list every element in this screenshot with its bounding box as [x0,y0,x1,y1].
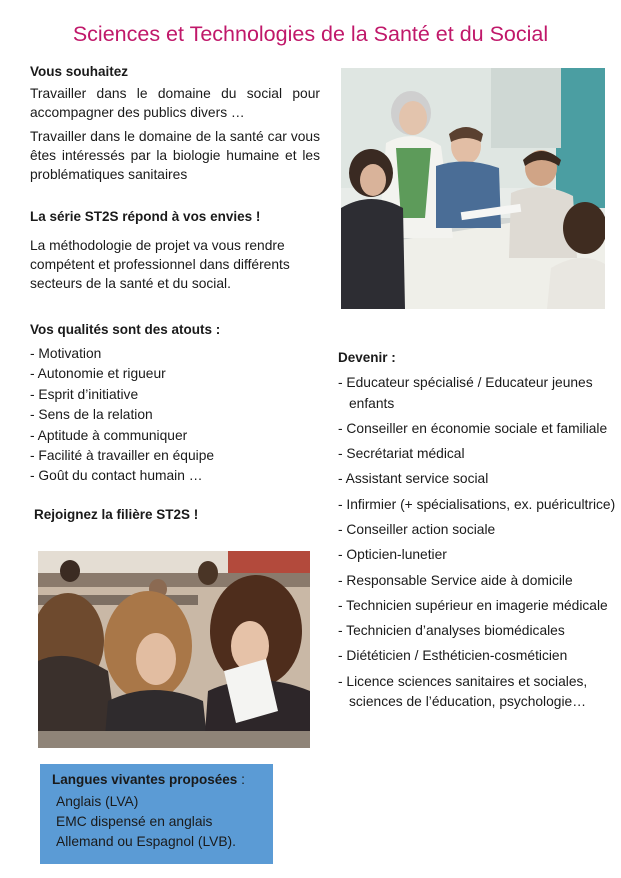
list-item: - Diététicien / Esthéticien-cosméticien [338,648,568,664]
devenir-section [338,350,621,718]
serie-heading: La série ST2S répond à vos envies ! [30,209,261,224]
list-item: - Sens de la relation [30,407,153,423]
souhaitez-para-social: Travailler dans le domaine du social pour accompagner des publics divers … [30,86,320,120]
page-title: Sciences et Technologies de la Santé et du Social [72,22,549,46]
langues-heading-suffix: : [237,772,245,787]
list-item: - Aptitude à communiquer [30,427,188,443]
list-item: - Autonomie et rigueur [30,366,166,382]
students-illustration [38,551,310,748]
langues-heading-line [52,771,273,789]
qualites-section [30,322,320,487]
list-item: - Technicien d’analyses biomédicales [338,623,565,639]
devenir-list [338,373,621,713]
qualites-heading: Vos qualités sont des atouts : [30,322,221,337]
serie-para: La méthodologie de projet va vous rendre compétent et professionnel dans différents secteurs de la santé et du social. [30,238,290,291]
langues-box [40,764,273,864]
souhaitez-heading: Vous souhaitez [30,64,129,79]
devenir-heading: Devenir : [338,350,396,365]
list-item: - Licence sciences sanitaires et sociales, sciences de l’éducation, psychologie… [338,673,588,710]
list-item: - Technicien supérieur en imagerie médicale [338,597,608,613]
list-item: - Esprit d’initiative [30,386,139,402]
qualites-list [30,344,320,487]
list-item: - Secrétariat médical [338,446,465,462]
students-photo [38,551,310,748]
souhaitez-section [30,64,320,184]
list-item: - Conseiller action sociale [338,521,496,537]
list-item: - Responsable Service aide à domicile [338,572,573,588]
list-item: - Motivation [30,346,102,361]
list-item: - Goût du contact humain … [30,468,203,484]
souhaitez-para-sante: Travailler dans le domaine de la santé car vous êtes intéressés par la biologie humaine et les problématiques sanitaires [30,129,320,182]
classroom-photo [341,68,605,309]
list-item: - Educateur spécialisé / Educateur jeunes enfants [338,375,593,411]
langue-line: EMC dispensé en anglais [56,814,213,829]
classroom-illustration [341,68,605,309]
rejoignez-text: Rejoignez la filière ST2S ! [34,507,199,522]
list-item: - Conseiller en économie sociale et familiale [338,420,608,436]
serie-section [30,209,320,293]
list-item: - Infirmier (+ spécialisations, ex. puéricultrice) [338,496,616,512]
list-item: - Assistant service social [338,471,489,487]
list-item: - Facilité à travailler en équipe [30,448,215,464]
list-item: - Opticien-lunetier [338,547,447,563]
langue-line: Anglais (LVA) [56,794,139,809]
langue-line: Allemand ou Espagnol (LVB). [56,834,236,849]
langues-heading: Langues vivantes proposées [52,772,238,787]
